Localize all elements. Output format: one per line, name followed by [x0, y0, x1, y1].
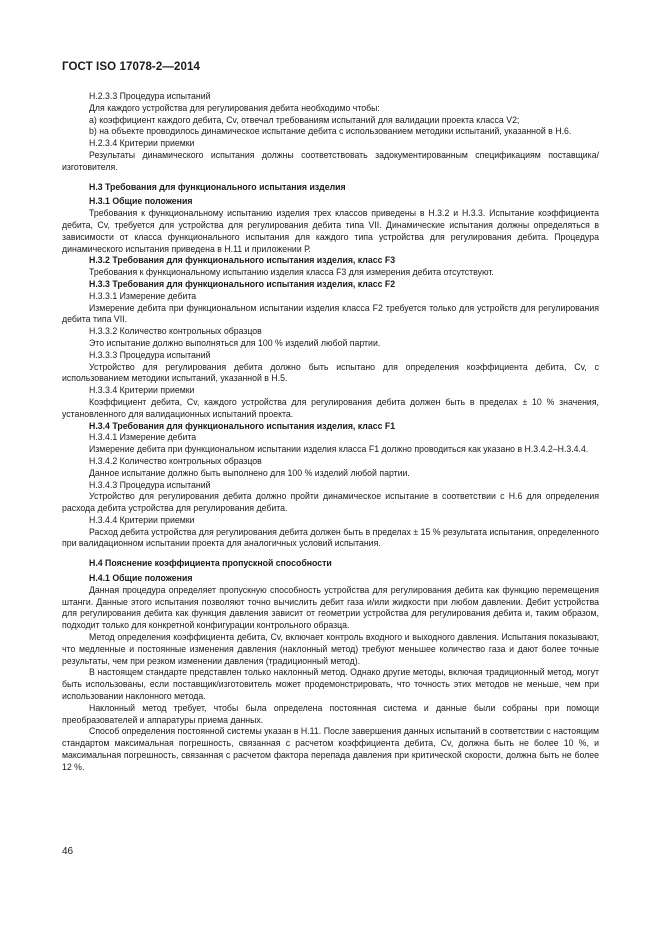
paragraph: Н.3.3.2 Количество контрольных образцов: [89, 326, 262, 337]
paragraph: Измерение дебита при функциональном испытании изделия класса F1 должно проводиться как указано в Н.3.4.2–Н.3.4.4.: [89, 444, 589, 455]
paragraph: Н.3.4.3 Процедура испытаний: [89, 479, 211, 490]
section-heading: Н.3 Требования для функционального испытания изделия: [89, 181, 346, 192]
paragraph: Н.2.3.4 Критерии приемки: [89, 138, 195, 149]
paragraph: а) коэффициент каждого дебита, Cv, отвечал требованиям испытаний для валидации проекта класса V2;: [89, 114, 520, 125]
paragraph: Требования к функциональному испытанию изделия трех классов приведены в Н.3.2 и Н.3.3. Испытание коэффициента дебита, Cv, требуется для устройства для регулирования дебита типа VII. Динамические испытания должны определяться в зависимости от класса функционального испытания для каждого типа устройства для регулирования дебита. Процедура динамического испытания приведена в Н.11 и приложении Р.: [62, 208, 599, 254]
section-heading: Н.3.2 Требования для функционального испытания изделия, класс F3: [89, 255, 396, 266]
paragraph: Н.2.3.3 Процедура испытаний: [89, 91, 211, 101]
paragraph: Н.3.3.4 Критерии приемки: [89, 385, 195, 396]
section-heading: Н.4 Пояснение коэффициента пропускной способности: [89, 558, 332, 569]
paragraph: Результаты динамического испытания должны соответствовать задокументированным спецификациям поставщика/изготовителя.: [62, 149, 599, 172]
paragraph: Для каждого устройства для регулирования дебита необходимо чтобы:: [89, 102, 380, 113]
section-heading: Н.4.1 Общие положения: [89, 573, 193, 584]
paragraph: b) на объекте проводилось динамическое испытание дебита с использованием методики испытаний, указанной в Н.6.: [89, 126, 572, 137]
paragraph: Данное испытание должно быть выполнено для 100 % изделий любой партии.: [89, 467, 410, 478]
paragraph: Н.3.4.2 Количество контрольных образцов: [89, 455, 262, 466]
section-heading: Н.3.4 Требования для функционального испытания изделия, класс F1: [89, 420, 396, 431]
paragraph: Наклонный метод требует, чтобы была определена постоянная система и данные были собраны при помощи преобразователей и аппаратуры приема данных.: [62, 702, 599, 725]
paragraph: Данная процедура определяет пропускную способность устройства для регулирования дебита как функцию перемещения штанги. Данные этого испытания позволяют точно вычислить дебит газа и/или жидкости при любом давлении. Дебит устройства для регулирования дебита как функция давления зависит от геометрии устройства для регулирования дебита и, таким образом, подходит только для конкретной конфигурации контрольного образца.: [62, 584, 599, 631]
paragraph: Н.3.3.3 Процедура испытаний: [89, 349, 211, 360]
paragraph: Метод определения коэффициента дебита, Cv, включает контроль входного и выходного давления. Испытания показывают, что медленные и постоянные изменения давления (наклонный метод) требуют меньшее количество газа и дают более точные результаты, чем при резком изменении давления (традиционный метод).: [62, 632, 599, 666]
page-header: ГОСТ ISO 17078-2—2014: [62, 61, 200, 73]
paragraph: Коэффициент дебита, Cv, каждого устройства для регулирования дебита должен быть в пределах ± 10 % значения, установленного для валидационных испытаний проекта.: [62, 396, 599, 419]
paragraph: В настоящем стандарте представлен только наклонный метод. Однако другие методы, включая традиционный метод, могут быть использованы, если поставщик/изготовитель может продемонстрировать, что точность этих методов не меньше, чем при использовании наклонного метода.: [62, 667, 599, 702]
section-heading: Н.3.1 Общие положения: [89, 196, 193, 207]
paragraph: Устройство для регулирования дебита должно быть испытано для определения коэффициента дебита, Cv, с использованием методики испытаний, указанной в Н.5.: [62, 361, 599, 384]
paragraph: Измерение дебита при функциональном испытании изделия класса F2 требуется только для устройств для регулирования дебита типа VII.: [62, 302, 599, 325]
paragraph: Требования к функциональному испытанию изделия класса F3 для измерения дебита отсутствуют.: [89, 267, 494, 278]
document-body: [62, 91, 599, 774]
page-number: 46: [62, 846, 74, 857]
paragraph: Это испытание должно выполняться для 100 % изделий любой партии.: [89, 337, 381, 348]
paragraph: Способ определения постоянной системы указан в Н.11. После завершения данных испытаний в соответствии с настоящим стандартом максимальная погрешность, связанная с расчетом коэффициента дебита, Cv, должна быть не более 10 %, и максимальная погрешность, связанная с расчетом фактора перепада давления при критической скорости, должна быть не более 12 %.: [62, 726, 599, 772]
paragraph: Расход дебита устройства для регулирования дебита должен быть в пределах ± 15 % результата испытания, определенного при валидационном испытании проекта для аналогичных условий испытания.: [62, 526, 599, 549]
paragraph: Н.3.4.1 Измерение дебита: [89, 432, 197, 443]
paragraph: Н.3.3.1 Измерение дебита: [89, 290, 197, 301]
paragraph: Устройство для регулирования дебита должно пройти динамическое испытание в соответствии с Н.6 для определения расхода дебита устройства для регулирования дебита.: [62, 491, 599, 514]
paragraph: Н.3.4.4 Критерии приемки: [89, 514, 195, 525]
section-heading: Н.3.3 Требования для функционального испытания изделия, класс F2: [89, 278, 396, 289]
